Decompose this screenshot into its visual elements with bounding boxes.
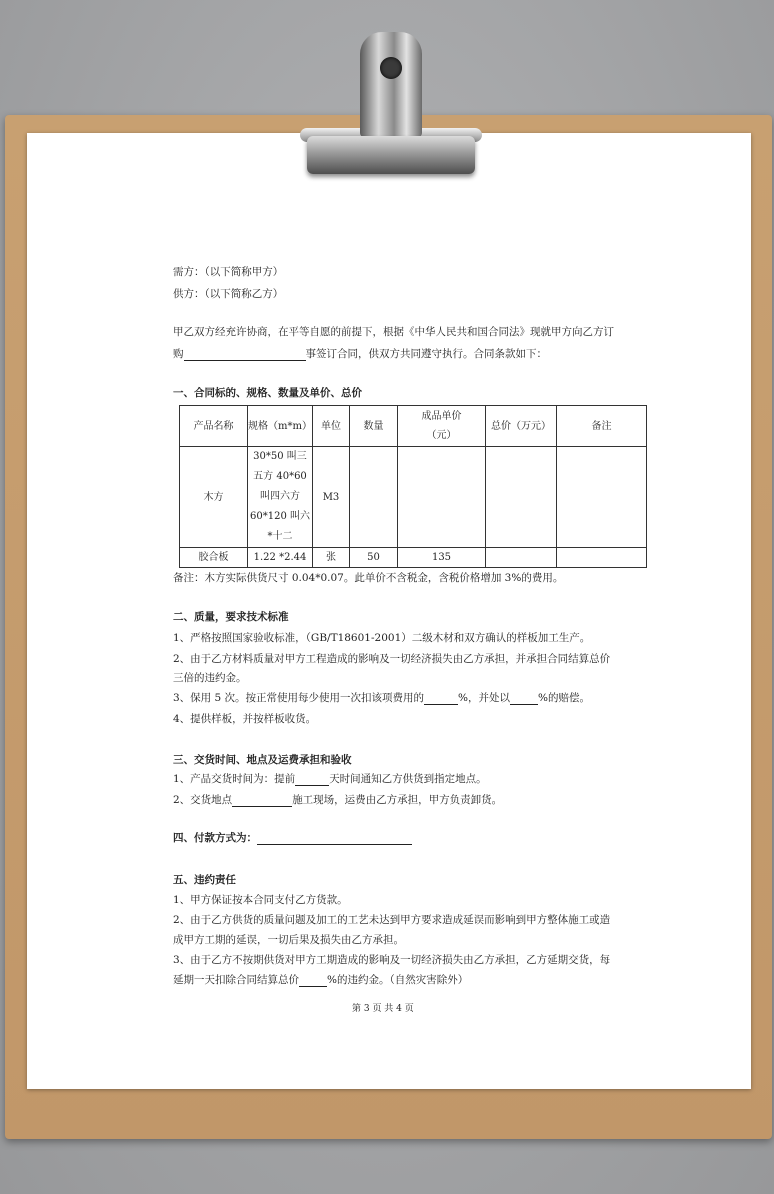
sec2-item3-text: %的赔偿。 — [538, 692, 591, 704]
buyer-line: 需方：（以下简称甲方） — [173, 266, 284, 278]
spec-line: 叫四六方 — [260, 491, 300, 502]
spec-line: 五方 40*60 — [253, 471, 307, 482]
sec2-item: 1、严格按照国家验收标准，（GB/T18601-2001）二级木材和双方确认的样板加工生产。 — [173, 632, 591, 644]
intro-suffix: 事签订合同，供双方共同遵守执行。合同条款如下： — [305, 348, 547, 360]
binder-clip-icon — [360, 32, 422, 137]
cell-qty: 50 — [350, 548, 398, 568]
sec2-item: 三倍的违约金。 — [173, 672, 247, 684]
cell-total — [486, 548, 557, 568]
sec5-item-last — [173, 972, 468, 987]
header-unit: 单位 — [313, 406, 350, 447]
sec3-item1-text: 1、产品交货时间为：提前 — [173, 773, 296, 785]
intro-line-2 — [173, 346, 547, 361]
spec-line: 30*50 叫三 — [253, 451, 307, 462]
sec2-item: 2、由于乙方材料质量对甲方工程造成的影响及一切经济损失由乙方承担，并承担合同结算总价 — [173, 653, 611, 665]
section-5-title: 五、违约责任 — [173, 874, 236, 886]
payment-method-blank[interactable] — [257, 844, 412, 845]
header-qty: 数量 — [350, 406, 398, 447]
intro-prefix: 购 — [173, 348, 184, 360]
spec-line: *十二 — [267, 531, 293, 542]
table-row — [180, 447, 647, 548]
cell-total — [486, 447, 557, 548]
cell-name: 木方 — [180, 447, 248, 548]
purchase-item-blank[interactable] — [184, 360, 306, 361]
seller-line: 供方：（以下简称乙方） — [173, 288, 284, 300]
cell-note — [557, 548, 647, 568]
cell-unit: 张 — [313, 548, 350, 568]
header-total: 总价（万元） — [486, 406, 557, 447]
sec3-item2-text: 施工现场，运费由乙方承担，甲方负责卸货。 — [292, 794, 503, 806]
sec3-item-2 — [173, 792, 502, 807]
page-footer: 第 3 页 共 4 页 — [352, 1004, 414, 1014]
cell-qty — [350, 447, 398, 548]
cell-price: 135 — [398, 548, 486, 568]
cell-name: 胶合板 — [180, 548, 248, 568]
header-price: 成品单价（元） — [398, 406, 486, 447]
notice-days-blank[interactable] — [295, 785, 329, 786]
sec3-item2-text: 2、交货地点 — [173, 794, 233, 806]
clip-hole — [380, 57, 402, 79]
header-name: 产品名称 — [180, 406, 248, 447]
sec3-item1-text: 天时间通知乙方供货到指定地点。 — [329, 773, 487, 785]
table-note: 备注：木方实际供货尺寸 0.04*0.07。此单价不含税金，含税价格增加 3%的费用。 — [173, 572, 564, 584]
delivery-place-blank[interactable] — [232, 806, 292, 807]
sec2-item-4: 4、提供样板，并按样板收货。 — [173, 713, 317, 725]
cell-spec — [248, 447, 313, 548]
sec2-item-3 — [173, 690, 590, 705]
sec5-last-text: %的违约金。（自然灾害除外） — [327, 974, 469, 986]
header-note: 备注 — [557, 406, 647, 447]
spec-line: 60*120 叫六 — [250, 511, 310, 522]
sec5-item: 成甲方工期的延误，一切后果及损失由乙方承担。 — [173, 934, 404, 946]
section-1-title: 一、合同标的、规格、数量及单价、总价 — [173, 387, 362, 399]
cell-spec: 1.22 *2.44 — [248, 548, 313, 568]
penalty-percent-blank[interactable] — [510, 704, 538, 705]
header-spec: 规格（m*m） — [248, 406, 313, 447]
delay-percent-blank[interactable] — [299, 986, 327, 987]
cell-note — [557, 447, 647, 548]
sec5-item: 3、由于乙方不按期供货对甲方工期造成的影响及一切经济损失由乙方承担，乙方延期交货，每 — [173, 954, 611, 966]
sec3-item-1 — [173, 771, 487, 786]
cell-unit: M3 — [313, 447, 350, 548]
section-2-title: 二、质量，要求技术标准 — [173, 611, 289, 623]
deduct-percent-blank[interactable] — [424, 704, 458, 705]
table-header-row — [180, 406, 647, 447]
intro-line-1: 甲乙双方经充许协商，在平等自愿的前提下，根据《中华人民共和国合同法》现就甲方向乙方订 — [173, 326, 614, 338]
product-table — [179, 405, 647, 568]
table-row — [180, 548, 647, 568]
sec5-item: 2、由于乙方供货的质量问题及加工的工艺未达到甲方要求造成延误而影响到甲方整体施工或造 — [173, 914, 611, 926]
section-3-title: 三、交货时间、地点及运费承担和验收 — [173, 754, 352, 766]
section-4-title — [173, 830, 412, 845]
sec5-item: 1、甲方保证按本合同支付乙方货款。 — [173, 894, 348, 906]
sec2-item3-text: %，并处以 — [458, 692, 511, 704]
cell-price — [398, 447, 486, 548]
sec5-last-text: 延期一天扣除合同结算总价 — [173, 974, 299, 986]
clip-base — [307, 136, 475, 174]
sec2-item3-text: 3、保用 5 次。按正常使用每少使用一次扣该项费用的 — [173, 692, 425, 704]
sec4-title-text: 四、付款方式为： — [173, 832, 257, 844]
